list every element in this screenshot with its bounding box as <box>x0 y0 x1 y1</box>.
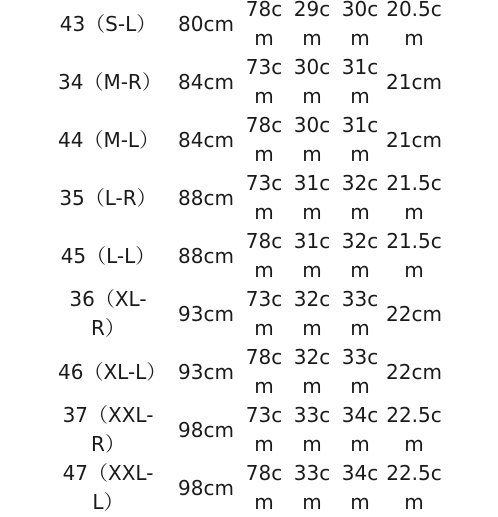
measure-cell <box>386 111 442 169</box>
length-cell <box>241 343 287 401</box>
size-value: 44（M-L） <box>58 127 160 152</box>
sleeve-cell <box>337 285 383 343</box>
size-cell <box>48 459 168 517</box>
shoulder-cell <box>289 227 335 285</box>
length-cell <box>241 285 287 343</box>
col6-value: 22cm <box>386 301 442 326</box>
table-row <box>0 401 498 459</box>
shoulder-cell <box>289 285 335 343</box>
table-row <box>0 285 498 343</box>
size-value: 36（XL-R） <box>69 287 147 340</box>
table-row <box>0 169 498 227</box>
bust-value: 93cm <box>178 301 234 326</box>
length-value: 78cm <box>245 345 283 398</box>
size-value: 34（M-R） <box>58 69 162 94</box>
length-value: 78cm <box>245 113 283 166</box>
sleeve-value: 31cm <box>341 113 379 166</box>
shoulder-cell <box>289 169 335 227</box>
bust-cell <box>172 53 240 111</box>
table-row <box>0 111 498 169</box>
bust-value: 98cm <box>178 417 234 442</box>
size-value: 46（XL-L） <box>58 359 167 384</box>
length-cell <box>241 53 287 111</box>
length-cell <box>241 401 287 459</box>
bust-cell <box>172 111 240 169</box>
measure-cell <box>386 401 442 459</box>
measure-cell <box>386 459 442 517</box>
sleeve-value: 32cm <box>341 229 379 282</box>
shoulder-value: 31cm <box>293 171 331 224</box>
length-value: 73cm <box>245 55 283 108</box>
measure-cell <box>386 169 442 227</box>
sleeve-cell <box>337 227 383 285</box>
col6-value: 21cm <box>386 127 442 152</box>
table-row <box>0 459 498 517</box>
measure-cell <box>386 343 442 401</box>
col6-value: 21.5cm <box>386 229 442 282</box>
bust-value: 84cm <box>178 127 234 152</box>
sleeve-value: 31cm <box>341 55 379 108</box>
col6-value: 20.5cm <box>386 0 442 50</box>
sleeve-cell <box>337 343 383 401</box>
bust-cell <box>172 285 240 343</box>
sleeve-value: 34cm <box>341 403 379 456</box>
shoulder-value: 29cm <box>293 0 331 50</box>
shoulder-value: 33cm <box>293 403 331 456</box>
length-cell <box>241 0 287 53</box>
size-cell <box>48 0 168 53</box>
shoulder-cell <box>289 111 335 169</box>
shoulder-cell <box>289 401 335 459</box>
shoulder-value: 32cm <box>293 287 331 340</box>
table-row <box>0 227 498 285</box>
bust-cell <box>172 459 240 517</box>
size-value: 47（XXL-L） <box>62 461 154 514</box>
shoulder-cell <box>289 0 335 53</box>
col6-value: 21.5cm <box>386 171 442 224</box>
length-value: 73cm <box>245 287 283 340</box>
sleeve-cell <box>337 459 383 517</box>
shoulder-value: 31cm <box>293 229 331 282</box>
sleeve-value: 32cm <box>341 171 379 224</box>
size-cell <box>48 53 168 111</box>
bust-value: 98cm <box>178 475 234 500</box>
measure-cell <box>386 53 442 111</box>
size-cell <box>48 111 168 169</box>
shoulder-cell <box>289 53 335 111</box>
sleeve-cell <box>337 401 383 459</box>
measure-cell <box>386 227 442 285</box>
size-value: 43（S-L） <box>59 11 157 36</box>
bust-cell <box>172 343 240 401</box>
shoulder-value: 33cm <box>293 461 331 514</box>
table-row <box>0 343 498 401</box>
size-cell <box>48 343 168 401</box>
bust-cell <box>172 169 240 227</box>
bust-value: 80cm <box>178 11 234 36</box>
size-cell <box>48 169 168 227</box>
measure-cell <box>386 285 442 343</box>
bust-value: 88cm <box>178 185 234 210</box>
sleeve-value: 30cm <box>341 0 379 50</box>
measure-cell <box>386 0 442 53</box>
length-cell <box>241 459 287 517</box>
col6-value: 22.5cm <box>386 403 442 456</box>
bust-value: 88cm <box>178 243 234 268</box>
length-value: 73cm <box>245 171 283 224</box>
table-row <box>0 53 498 111</box>
size-cell <box>48 401 168 459</box>
length-cell <box>241 111 287 169</box>
table-row <box>0 0 498 53</box>
sleeve-value: 33cm <box>341 345 379 398</box>
col6-value: 22cm <box>386 359 442 384</box>
size-value: 37（XXL-R） <box>62 403 154 456</box>
shoulder-cell <box>289 343 335 401</box>
shoulder-value: 32cm <box>293 345 331 398</box>
length-value: 78cm <box>245 461 283 514</box>
size-value: 35（L-R） <box>59 185 157 210</box>
shoulder-value: 30cm <box>293 55 331 108</box>
bust-value: 93cm <box>178 359 234 384</box>
col6-value: 21cm <box>386 69 442 94</box>
length-value: 78cm <box>245 0 283 50</box>
sleeve-cell <box>337 53 383 111</box>
shoulder-value: 30cm <box>293 113 331 166</box>
shoulder-cell <box>289 459 335 517</box>
size-cell <box>48 285 168 343</box>
sleeve-cell <box>337 169 383 227</box>
bust-cell <box>172 227 240 285</box>
bust-value: 84cm <box>178 69 234 94</box>
bust-cell <box>172 0 240 53</box>
length-value: 73cm <box>245 403 283 456</box>
size-value: 45（L-L） <box>60 243 156 268</box>
sleeve-value: 33cm <box>341 287 379 340</box>
sleeve-cell <box>337 111 383 169</box>
size-cell <box>48 227 168 285</box>
bust-cell <box>172 401 240 459</box>
sleeve-value: 34cm <box>341 461 379 514</box>
length-cell <box>241 169 287 227</box>
col6-value: 22.5cm <box>386 461 442 514</box>
length-value: 78cm <box>245 229 283 282</box>
length-cell <box>241 227 287 285</box>
sleeve-cell <box>337 0 383 53</box>
